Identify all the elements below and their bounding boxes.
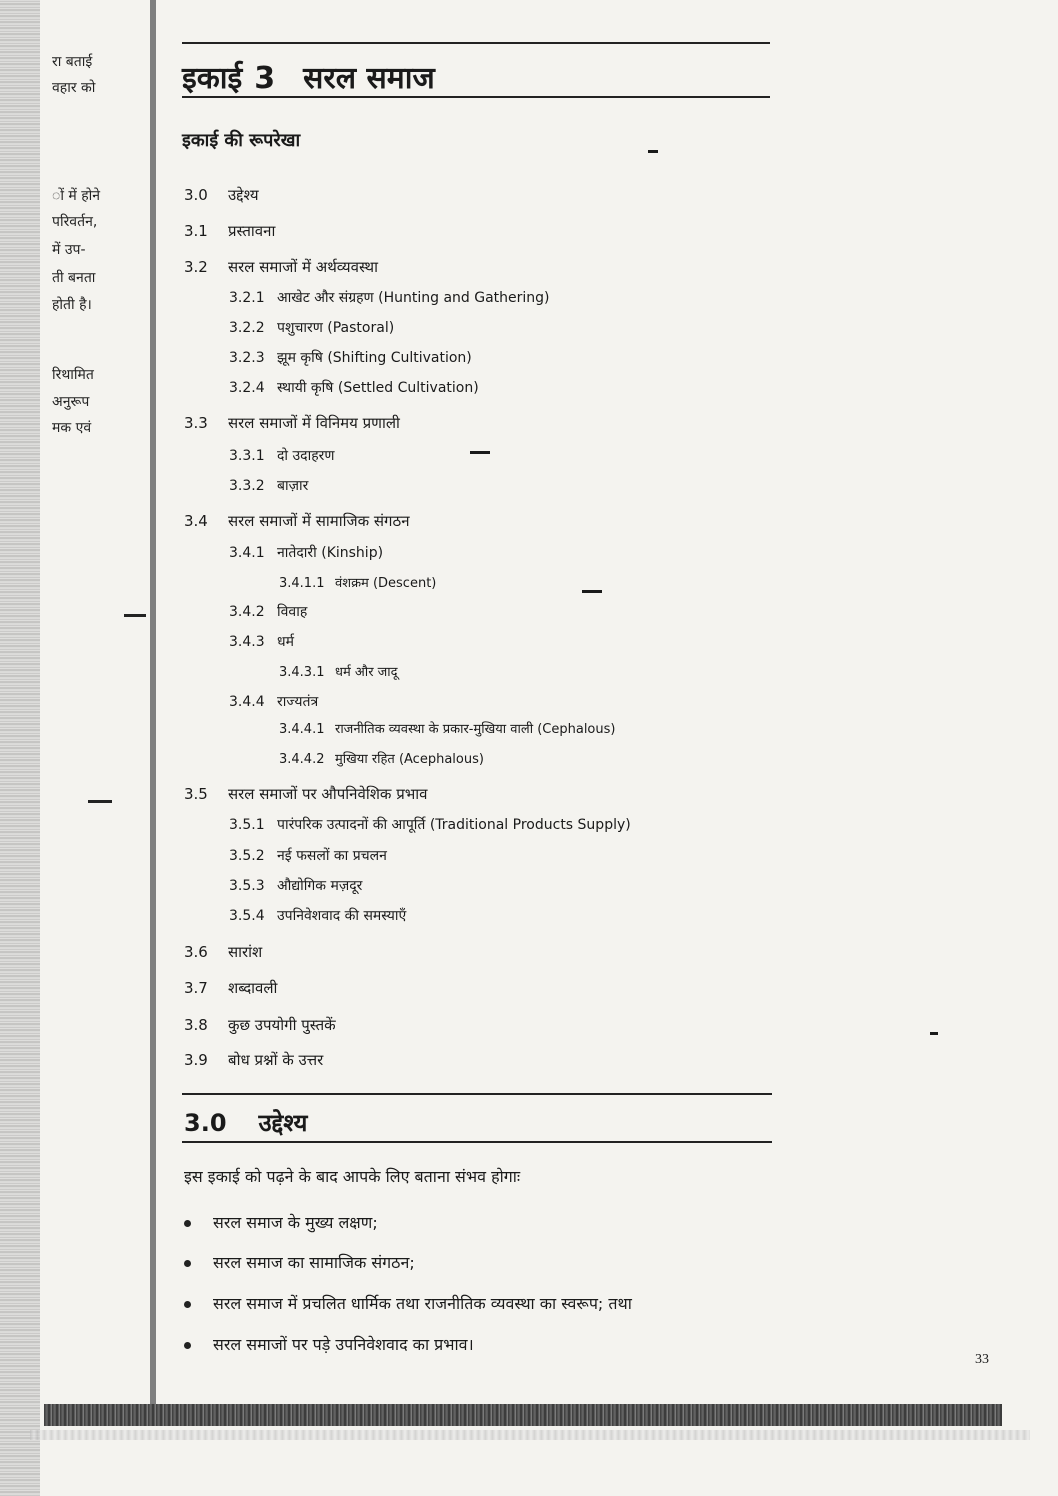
scan-speck [930, 1032, 938, 1035]
scan-speck [470, 451, 490, 454]
prev-page-line: होती है। [52, 297, 92, 313]
toc-subsubitem: 3.4.3.1 धर्म और जादू [279, 665, 398, 680]
prev-page-line: वहार को [52, 80, 96, 96]
prev-page-line: रा बताई [52, 54, 93, 70]
toc-subitem: 3.5.1 पारंपरिक उत्पादनों की आपूर्ति (Traditional Products Supply) [229, 817, 631, 833]
page-number: 33 [975, 1352, 989, 1367]
prev-page-line: ों में होने [52, 188, 101, 204]
previous-page-margin [40, 0, 156, 1420]
toc-item: 3.5 सरल समाजों पर औपनिवेशिक प्रभाव [184, 785, 428, 803]
toc-subsubitem: 3.4.1.1 वंशक्रम (Descent) [279, 576, 437, 591]
bullet-icon [184, 1220, 191, 1227]
unit-number: 3 [254, 61, 276, 96]
margin-mark [88, 800, 112, 803]
toc-item: 3.1 प्रस्तावना [184, 222, 276, 240]
section-bottom-rule [182, 1141, 772, 1143]
unit-title: सरल समाज [303, 61, 435, 96]
section-top-rule [182, 1093, 772, 1095]
toc-item: 3.9 बोध प्रश्नों के उत्तर [184, 1051, 324, 1069]
prev-page-line: मक एवं [52, 420, 92, 436]
toc-item: 3.8 कुछ उपयोगी पुस्तकें [184, 1016, 336, 1034]
prev-page-line: में उप- [52, 242, 86, 258]
scan-speck [582, 590, 602, 593]
bullet-icon [184, 1260, 191, 1267]
outline-title: इकाई की रूपरेखा [182, 130, 301, 151]
unit-heading [182, 56, 435, 97]
prev-page-line: अनुरूप [52, 394, 90, 410]
list-item: सरल समाज के मुख्य लक्षण; [184, 1211, 378, 1233]
toc-item: 3.0 उद्देश्य [184, 186, 259, 204]
toc-subitem: 3.4.4 राज्यतंत्र [229, 694, 319, 710]
section-heading [184, 1106, 307, 1139]
scan-bottom-shadow [44, 1404, 1002, 1426]
prev-page-line: ती बनता [52, 270, 96, 286]
margin-mark [124, 614, 146, 617]
list-item: सरल समाज का सामाजिक संगठन; [184, 1251, 415, 1273]
toc-item: 3.6 सारांश [184, 943, 263, 961]
toc-subsubitem: 3.4.4.2 मुखिया रहित (Acephalous) [279, 752, 484, 767]
toc-item: 3.4 सरल समाजों में सामाजिक संगठन [184, 512, 410, 530]
prev-page-line: रिथामित [52, 367, 94, 383]
toc-subitem: 3.5.4 उपनिवेशवाद की समस्याएँ [229, 908, 407, 924]
toc-subitem: 3.3.1 दो उदाहरण [229, 448, 335, 464]
toc-subitem: 3.2.3 झूम कृषि (Shifting Cultivation) [229, 350, 472, 366]
toc-item: 3.3 सरल समाजों में विनिमय प्रणाली [184, 414, 400, 432]
toc-subitem: 3.3.2 बाज़ार [229, 478, 309, 494]
toc-item: 3.2 सरल समाजों में अर्थव्यवस्था [184, 258, 378, 276]
section-number: 3.0 [184, 1109, 227, 1137]
toc-subitem: 3.4.1 नातेदारी (Kinship) [229, 545, 384, 561]
toc-subitem: 3.5.3 औद्योगिक मज़दूर [229, 878, 363, 894]
toc-subitem: 3.2.4 स्थायी कृषि (Settled Cultivation) [229, 380, 479, 396]
intro-paragraph: इस इकाई को पढ़ने के बाद आपके लिए बताना संभव होगाः [184, 1167, 521, 1186]
section-title: उद्देश्य [258, 1109, 308, 1137]
list-item: सरल समाजों पर पड़े उपनिवेशवाद का प्रभाव। [184, 1333, 474, 1355]
toc-subitem: 3.2.2 पशुचारण (Pastoral) [229, 320, 395, 336]
toc-subitem: 3.4.3 धर्म [229, 634, 294, 650]
toc-subsubitem: 3.4.4.1 राजनीतिक व्यवस्था के प्रकार-मुखिया वाली (Cephalous) [279, 722, 616, 737]
toc-subitem: 3.2.1 आखेट और संग्रहण (Hunting and Gathering) [229, 290, 550, 306]
list-item: सरल समाज में प्रचलित धार्मिक तथा राजनीतिक व्यवस्था का स्वरूप; तथा [184, 1292, 632, 1314]
header-bottom-rule [182, 96, 770, 98]
toc-subitem: 3.4.2 विवाह [229, 604, 308, 620]
toc-item: 3.7 शब्दावली [184, 979, 278, 997]
header-top-rule [182, 42, 770, 44]
bullet-icon [184, 1301, 191, 1308]
bullet-icon [184, 1342, 191, 1349]
scan-edge-noise [30, 1430, 1030, 1440]
scan-speck [648, 150, 658, 153]
unit-label: इकाई [182, 61, 243, 96]
prev-page-line: परिवर्तन, [52, 214, 98, 230]
toc-subitem: 3.5.2 नई फसलों का प्रचलन [229, 848, 387, 864]
scan-spine-shadow [0, 0, 40, 1496]
